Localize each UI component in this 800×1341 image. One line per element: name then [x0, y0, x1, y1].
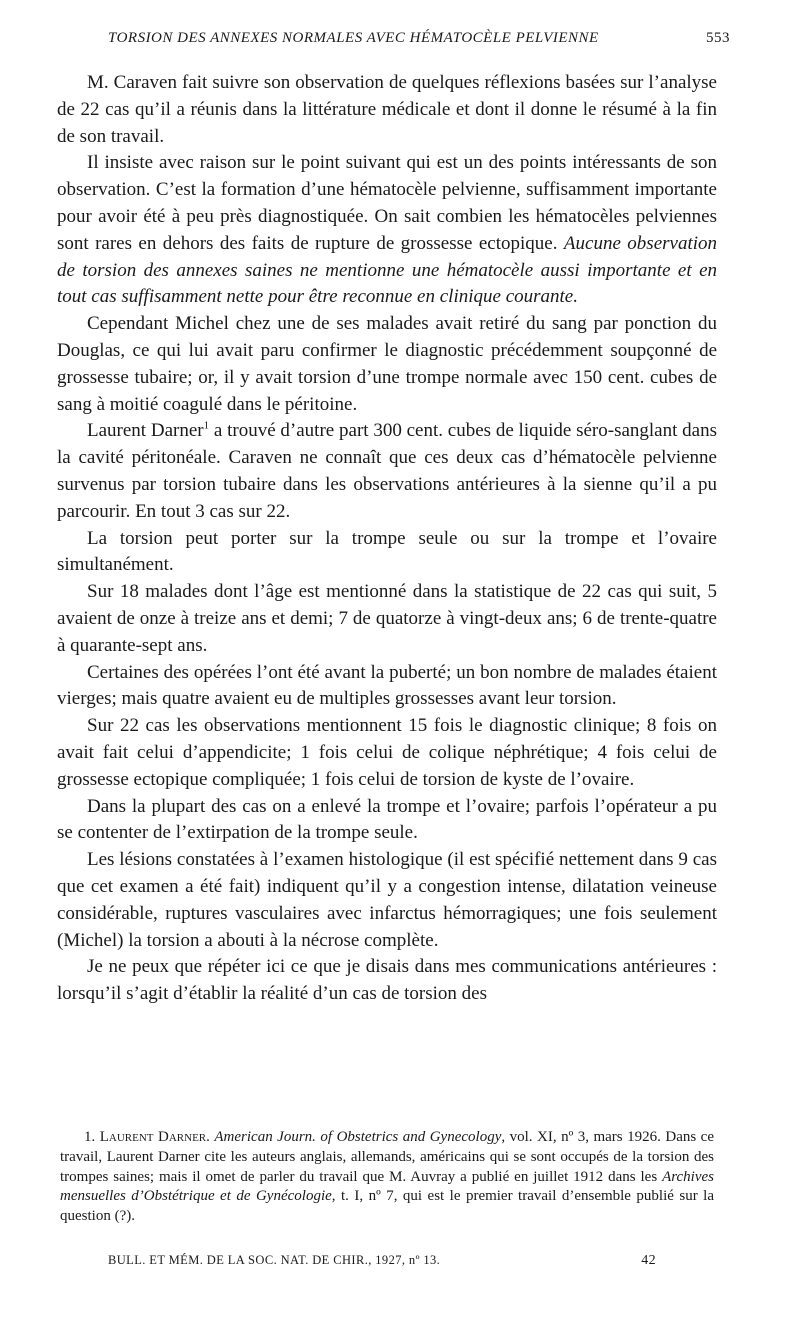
- paragraph: Certaines des opérées l’ont été avant la puberté; un bon nombre de malades étaient vierges; mais quatre avaient eu de multiples grossesses avant leur torsion.: [57, 661, 717, 710]
- paragraph: Je ne peux que répéter ici ce que je disais dans mes communications antérieures : lorsqu’il s’agit d’établir la réalité d’un cas de torsion des: [57, 956, 717, 1005]
- body-text: [57, 70, 717, 1008]
- paragraph: Cependant Michel chez une de ses malades avait retiré du sang par ponction du Douglas, ce qui lui avait paru confirmer le diagnostic précédemment soupçonné de grossesse tubaire; or, il y avait torsion d’une trompe normale avec 150 cent. cubes de sang à moitié coagulé dans le péritoine.: [57, 313, 717, 415]
- footnote: [60, 1128, 714, 1227]
- signature-mark: 42: [641, 1253, 656, 1268]
- footnote-number: 1.: [84, 1129, 96, 1145]
- footnote-author: Laurent Darner.: [99, 1129, 210, 1145]
- footnote-archives: Archives mensuelles d’Obstétrique et de Gynécologie: [60, 1168, 714, 1205]
- paragraph: La torsion peut porter sur la trompe seule ou sur la trompe et l’ovaire simultanément.: [57, 527, 717, 576]
- author-name: Laurent Darner: [87, 420, 204, 442]
- paragraph-text: Il insiste avec raison sur le point suivant qui est un des points intéressants de son observation. C’est la formation d’une hématocèle pelvienne, suffisamment importante pour avoir été à peu près diagnostiquée. On sait combien les hématocèles pelviennes sont rares en dehors des faits de rupture de grossesse ectopique.: [57, 152, 717, 254]
- italic-passage: Aucune observation de torsion des annexes saines ne mentionne une hématocèle aussi importante et en tout cas suffisamment nette pour être reconnue en clinique courante.: [57, 232, 718, 308]
- paragraph: Sur 22 cas les observations mentionnent 15 fois le diagnostic clinique; 8 fois on avait fait celui d’appendicite; 1 fois celui de colique néphrétique; 4 fois celui de grossesse ectopique compliquée; 1 fois celui de torsion de kyste de l’ovaire.: [57, 715, 717, 790]
- paragraph: Sur 18 malades dont l’âge est mentionné dans la statistique de 22 cas qui suit, 5 avaient de onze à treize ans et demi; 7 de quatorze à vingt-deux ans; 6 de trente-quatre à quarante-sept ans.: [57, 581, 717, 656]
- footnote-marker: 1: [203, 420, 210, 433]
- page-number: 553: [706, 30, 730, 46]
- paragraph: [57, 150, 717, 311]
- running-title: TORSION DES ANNEXES NORMALES AVEC HÉMATOCÈLE PELVIENNE: [108, 30, 599, 46]
- paragraph: Dans la plupart des cas on a enlevé la trompe et l’ovaire; parfois l’opérateur a pu se contenter de l’extirpation de la trompe seule.: [57, 795, 717, 844]
- paragraph: M. Caraven fait suivre son observation de quelques réflexions basées sur l’analyse de 22 cas qu’il a réunis dans la littérature médicale et dont il donne le résumé à la fin de son travail.: [57, 72, 717, 147]
- journal-citation: BULL. ET MÉM. DE LA SOC. NAT. DE CHIR., 1927, nº 13.: [108, 1253, 441, 1267]
- footnote-body-end: , t. I, nº 7, qui est le premier travail d’ensemble publié sur la question (?).: [60, 1188, 715, 1225]
- footnote-body: , vol. XI, nº 3, mars 1926. Dans ce travail, Laurent Darner cite les auteurs anglais, allemands, américains qui se sont occupés de la torsion des trompes saines; mais il omet de parler du travail que M. Auvray a publié en juillet 1912 dans les: [60, 1129, 714, 1185]
- paragraph: [57, 418, 717, 525]
- paragraph-text: a trouvé d’autre part 300 cent. cubes de liquide séro-sanglant dans la cavité péritonéale. Caraven ne connaît que ces deux cas d’hématocèle pelvienne survenus par torsion tubaire dans les observations antérieures à la sienne qu’il a pu parcourir. En tout 3 cas sur 22.: [57, 420, 717, 522]
- footnote-text: [60, 1128, 714, 1227]
- paragraph: Les lésions constatées à l’examen histologique (il est spécifié nettement dans 9 cas que cet examen a été fait) indiquent qu’il y a congestion intense, dilatation veineuse considérable, ruptures vasculaires avec infarctus hémorragiques; une fois seulement (Michel) la torsion a abouti à la nécrose complète.: [57, 849, 717, 951]
- footnote-journal: American Journ. of Obstetrics and Gynecology: [214, 1129, 502, 1145]
